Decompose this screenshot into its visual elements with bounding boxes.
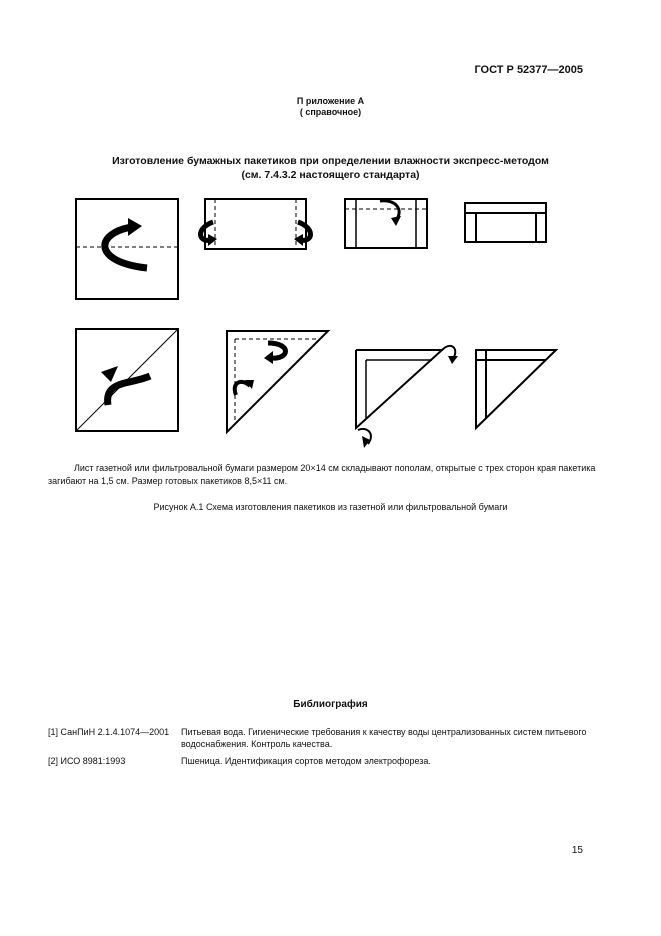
- appendix-heading: [0, 96, 661, 118]
- bibliography-text: Пшеница. Идентификация сортов методом электрофореза.: [181, 756, 431, 766]
- figure-title-line1: Изготовление бумажных пакетиков при определении влажности экспресс-методом: [112, 155, 549, 167]
- figure-title-line2: (см. 7.4.3.2 настоящего стандарта): [241, 169, 420, 181]
- figure-description: Лист газетной или фильтровальной бумаги размером 20×14 см складывают пополам, открытые с трех сторон края пакетика загибают на 1,5 см. Размер готовых пакетиков 8,5×11 см.: [48, 463, 596, 486]
- figure-caption: Рисунок А.1 Схема изготовления пакетиков из газетной или фильтровальной бумаги: [153, 502, 508, 512]
- step-7-fold-flaps: [356, 346, 458, 448]
- step-5-fold-diagonal: [76, 329, 178, 431]
- step-1-fold-half: [76, 199, 178, 299]
- step-4-finished-packet: [465, 203, 546, 242]
- figure-title: [0, 154, 661, 182]
- page-number: 15: [571, 845, 583, 856]
- bibliography-entry: [48, 726, 608, 750]
- bibliography-heading: Библиография: [293, 699, 368, 710]
- step-2-fold-sides: [201, 199, 311, 249]
- step-6-fold-triangle-edges: [227, 331, 328, 432]
- appendix-title: П риложение А: [296, 96, 365, 106]
- bibliography-text: Питьевая вода. Гигиенические требования к качеству воды централизованных систем питьевого водоснабжения. Контроль качества.: [181, 727, 587, 749]
- bibliography-ref: [2] ИСО 8981:1993: [48, 756, 126, 766]
- appendix-type: ( справочное): [299, 107, 362, 117]
- bibliography-ref: [1] СанПиН 2.1.4.1074—2001: [48, 727, 170, 737]
- step-3-fold-top: [345, 199, 427, 248]
- standard-number: ГОСТ Р 52377—2005: [474, 64, 583, 76]
- folding-diagram: [60, 190, 560, 450]
- bibliography-entry: [48, 755, 608, 767]
- step-8-finished-triangle-packet: [476, 350, 556, 428]
